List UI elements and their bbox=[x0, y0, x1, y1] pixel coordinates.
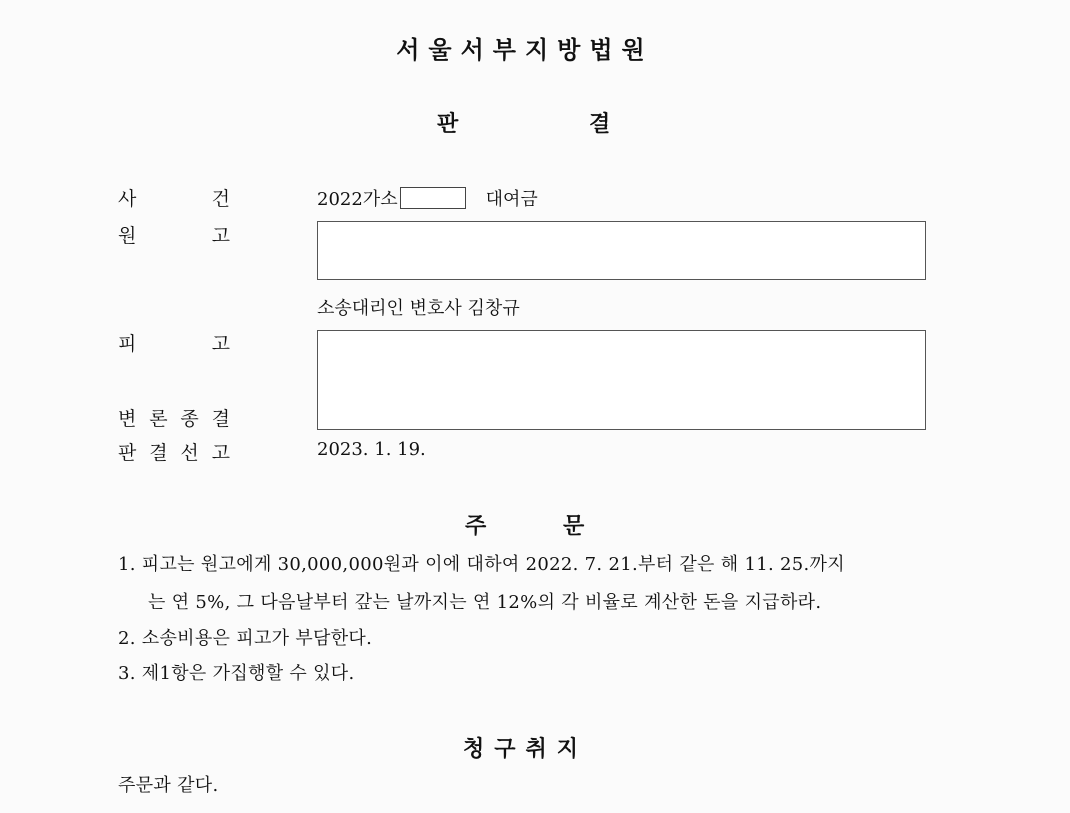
court-name: 서울서부지방법원 bbox=[396, 36, 654, 64]
order-item-1-line-1: 1. 피고는 원고에게 30,000,000원과 이에 대하여 2022. 7. 21.부터 같은 해 11. 25.까지 bbox=[118, 554, 845, 575]
closing-label-char: 론 bbox=[149, 408, 168, 430]
judgment-label-char: 판 bbox=[118, 442, 137, 464]
order-item-1-line-2: 는 연 5%, 그 다음날부터 갚는 날까지는 연 12%의 각 비율로 계산한 돈을 지급하라. bbox=[148, 592, 822, 613]
case-number bbox=[317, 185, 538, 211]
judgment-label-char: 결 bbox=[149, 442, 168, 464]
closing-label bbox=[118, 404, 230, 431]
defendant-label-char: 피 bbox=[118, 333, 137, 355]
doc-title-left: 판 bbox=[437, 112, 459, 137]
order-item-2: 2. 소송비용은 피고가 부담한다. bbox=[118, 628, 373, 649]
case-label-char: 사 bbox=[118, 188, 137, 210]
plaintiff-label bbox=[118, 221, 230, 248]
redacted-plaintiff-box bbox=[317, 221, 926, 280]
case-number-prefix: 2022가소 bbox=[317, 189, 398, 210]
closing-label-char: 변 bbox=[118, 408, 137, 430]
defendant-label bbox=[118, 329, 230, 356]
order-item-3: 3. 제1항은 가집행할 수 있다. bbox=[118, 663, 355, 684]
judgment-label bbox=[118, 438, 230, 465]
defendant-label-char: 고 bbox=[211, 333, 230, 355]
order-heading-left: 주 bbox=[465, 514, 487, 539]
case-name: 대여금 bbox=[485, 189, 538, 210]
case-label-char: 건 bbox=[211, 188, 230, 210]
plaintiff-label-char: 원 bbox=[118, 225, 137, 247]
redacted-case-number bbox=[400, 187, 466, 209]
plaintiff-agent: 소송대리인 변호사 김창규 bbox=[317, 298, 520, 319]
case-label bbox=[118, 184, 230, 211]
judgment-date: 2023. 1. 19. bbox=[317, 439, 426, 460]
claim-text: 주문과 같다. bbox=[118, 775, 219, 796]
closing-label-char: 종 bbox=[180, 408, 199, 430]
redacted-defendant-box bbox=[317, 330, 926, 430]
claim-heading: 청구취지 bbox=[463, 737, 589, 762]
plaintiff-label-char: 고 bbox=[211, 225, 230, 247]
order-heading-right: 문 bbox=[563, 514, 585, 539]
closing-label-char: 결 bbox=[211, 408, 230, 430]
judgment-label-char: 선 bbox=[180, 442, 199, 464]
doc-title-right: 결 bbox=[589, 112, 611, 137]
judgment-label-char: 고 bbox=[211, 442, 230, 464]
